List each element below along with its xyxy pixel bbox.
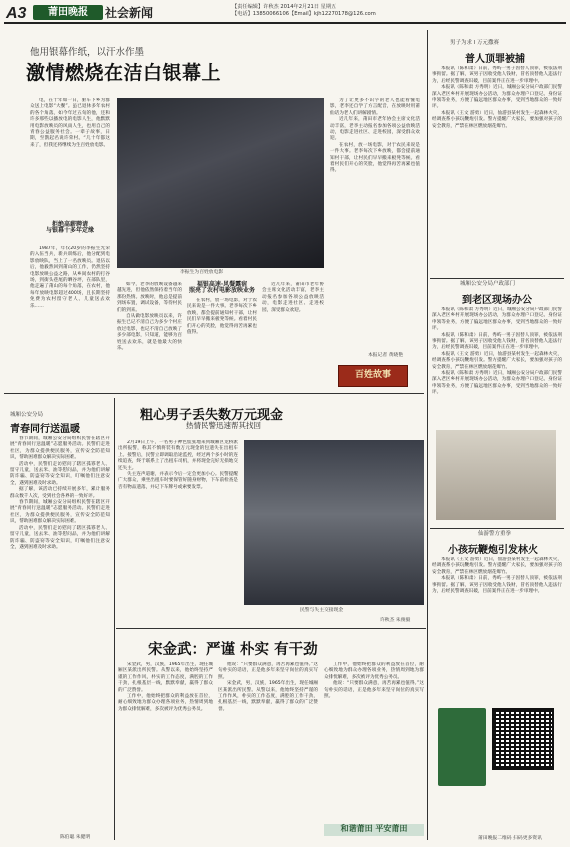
story3-paragraph: 宋金武，男，汉族，1965年出生，现任城厢区某派出所民警。从警以来，他始终坚持严谨的工作作风，朴实的工作态度，满腔的工作干劲，扎根基层一线，默默奉献，赢得了群众的广泛赞誉。 [118, 662, 213, 693]
lead-kicker: 他用银幕作纸，以汗水作墨 [30, 47, 145, 58]
promo-card [438, 708, 486, 786]
lead-photo-caption: 李振生为百姓放电影 [180, 270, 224, 275]
qr-caption: 莆田晚报二维码 扫码更多资讯 [478, 836, 542, 841]
lead-body-3 [187, 298, 257, 378]
lead-body-1 [30, 246, 110, 376]
lead-body-5 [330, 98, 420, 328]
lead-subhead: 照亮了农村电影放映业务 [188, 287, 255, 295]
header-contact-line: 【电话】13850066106【Email】kjh12270178@126.com [232, 11, 376, 17]
left2-title: 青春同行送温暖 [10, 424, 80, 435]
lead-paragraph: 近几年来，莆田市老年协会主席文化活动丰富，老李主动报名参加各项公益放映活动，电影走进社区、走进校园，深受群众欢迎。 [330, 117, 420, 142]
section-divider [116, 628, 426, 629]
left2-body [10, 436, 110, 831]
column-divider [427, 30, 428, 840]
right-s2-title: 到老区现场办公 [462, 295, 532, 306]
story2-reporter: 许秋杰 朱俊毅 [380, 618, 411, 623]
lead-reporter: 本报记者 黄晓艳 [368, 353, 404, 358]
story3-paragraph: 工作中，他始终把群众的利益放在首位，耐心细致地为群众办理各项业务，热情周到地为群众排忧解难，多次被评为优秀公务员。 [118, 694, 213, 712]
lead-paragraph: 电，在十年如一日，驱车下乡为群众送上电影“大餐”。虽已退休多年农村的各个角落，如今年过五旬的他，还和许多那些以播放电的电影人生，他默默用电影放映员的风雨人生，也用自己的青春公益服务社会。一辈子故事，日期，至鹊起名说许荣村。“几十年都这来了，但我还将继续为生百姓放电影。 [30, 98, 110, 148]
story3-paragraph: 他说：“只要群众满意，再苦再累也值得。”这句朴实的话语，正是他多年来坚守岗位的真实写照。 [218, 662, 318, 680]
left2-paragraph: 据了解，该活动已持续开展多年，累计服务群众数千人次，受到社会各界的一致好评。 [10, 487, 110, 499]
right-s3-body [432, 557, 562, 692]
story3-title: 宋金武：严谨 朴实 有干劲 [148, 642, 318, 658]
lead-paragraph: 在农村，放一场电影，对于农民来说是一件大事。老李每次下乡放映，都会提前通知村干部，让村民们早早搬来板凳等候。看着村民们开心的笑脸，他觉得再苦再累也值得。 [187, 298, 257, 336]
lead-body-2 [117, 282, 182, 377]
header-meta [232, 4, 562, 18]
lead-paragraph: 自从做电影放映员以来，许振生已记不清自己为多少个村庄放过电影，也记不清自己放映了多少部电影，只知道，能够为百姓送去欢乐，就是他最大的快乐。 [117, 314, 182, 352]
story2-caption: 民警与失主交接现金 [300, 608, 344, 613]
right-paragraph: 本报讯（陈和肃 方秀明）近日，城厢公安分局户政部门民警深入老区乡村开展现场办公活动，为群众办理户口登记、身份证申领等业务，方便了偏远地区群众办事，受到当地群众的一致好评。 [432, 85, 562, 110]
lead-intro [30, 98, 110, 218]
right-s2-kicker: 城厢公安分局户政部门 [460, 281, 516, 287]
story3-paragraph: 工作中，他始终把群众的利益放在首位，耐心细致地为群众办理各项业务，热情周到地为群众排忧解难，多次被评为优秀公务员。 [324, 662, 424, 680]
header-editor-line: 【责任编辑】许秋杰 2014年2月21日 星期五 [232, 4, 337, 10]
column-divider [114, 398, 115, 840]
right-paragraph: 本报讯（陈和肃）日前，秀屿一男子因替人顶罪，被依法刑事拘留。据了解，该男子因收受他人钱财，冒名顶替他人违法行为，后经民警调查识破，目前案件正在进一步审理中。 [432, 332, 562, 351]
lead-subhead: 与银幕十多年定缘 [45, 227, 94, 235]
right-paragraph: 本报讯（陈和肃）日前，秀屿一男子因替人顶罪，被依法刑事拘留。据了解，该男子因收受他人钱财，冒名顶替他人违法行为，后经民警调查识破，目前案件正在进一步审理中。 [432, 576, 562, 595]
qr-code-icon[interactable] [492, 708, 554, 770]
story2-body [118, 440, 238, 615]
right-paragraph: 本报讯（陈和肃 方秀明）近日，城厢公安分局户政部门民警深入老区乡村开展现场办公活动，为群众办理户口登记、身份证申领等业务，方便了偏远地区群众办事，受到当地群众的一致好评。 [432, 371, 562, 396]
lead-body-4 [262, 282, 324, 377]
lead-paragraph: 为了让更多不识字的老人也能看懂电影，老李还自学了方言配音，在放映时用莆仙话为老人们讲解剧情。 [330, 98, 420, 116]
page-number: A3 [6, 5, 27, 22]
right-paragraph: 本报讯（陈和肃）日前，秀屿一男子因替人顶罪，被依法刑事拘留。据了解，该男子因收受他人钱财，冒名顶替他人违法行为，后经民警调查识破，目前案件正在进一步审理中。 [432, 66, 562, 84]
story2-subtitle: 热情民警迅速帮其找回 [186, 421, 261, 430]
story3-paragraph: 他说：“只要群众满意，再苦再累也值得。”这句朴实的话语，正是他多年来坚守岗位的真实写照。 [324, 681, 424, 700]
left2-reporter: 陈伯聪 朱健明 [60, 835, 91, 840]
left2-kicker: 城厢公安分局 [10, 412, 44, 418]
right-s1-body [432, 66, 562, 266]
right-s3-kicker: 仙游警方重拳 [478, 531, 512, 537]
story3-body-1 [118, 662, 213, 837]
right-paragraph: 本报讯（王文 游勇）近日，仙游县某村发生一起森林火灾，经调查系小孩玩鞭炮引发。警方提醒广大家长，要加强对孩子的安全教育，严禁在林区燃放烟花爆竹。 [432, 110, 562, 129]
story2-paragraph: 2月19日上午，一名男子神色慌张地来到城厢区龙桥派出所报警，称其不慎将装有数万元现金的包遗失在出租车上。接警后，民警立即调取沿途监控，经过两个多小时的连续追查，终于联系上了出租车司机，并将现金完好无损地交还失主。 [118, 440, 238, 471]
right-photo [436, 430, 556, 520]
lead-subheads [30, 222, 110, 235]
lead-paragraph: 近几年来，莆田市老年协会主席文化活动丰富，老李主动报名参加各项公益放映活动，电影走进社区、走进校园，深受群众欢迎。 [262, 282, 324, 313]
right-paragraph: 本报讯（王文 游勇）近日，仙游县某村发生一起森林火灾，经调查系小孩玩鞭炮引发。警方提醒广大家长，要加强对孩子的安全教育，严禁在林区燃放烟花爆竹。 [432, 351, 562, 370]
left2-paragraph: 春节期间，城厢公安分局组织民警在辖区开展“青春同行送温暖”志愿服务活动。民警们走进社区，为群众提供便民服务，宣传安全防范知识，帮助困难群众解决实际困难。 [10, 436, 110, 461]
left2-paragraph: 春节期间，城厢公安分局组织民警在辖区开展“青春同行送温暖”志愿服务活动。民警们走进社区，为群众提供便民服务，宣传安全防范知识，帮助困难群众解决实际困难。 [10, 500, 110, 525]
section-title: 社会新闻 [105, 6, 154, 20]
left2-paragraph: 活动中，民警们走访慰问了辖区孤寡老人、留守儿童，送去米、油等慰问品，并为他们讲解防诈骗、防盗窃等安全知识，叮嘱他们注意安全，遇到困难及时求助。 [10, 525, 110, 550]
right-s1-kicker: 男子为求 l 万元撒赛 [450, 40, 500, 46]
lead-subheads-2 [187, 282, 257, 295]
newspaper-logo: 莆田晚报 [33, 5, 103, 20]
right-s3-title: 小孩玩鞭炮引发林火 [448, 545, 538, 556]
story3-body-3 [324, 662, 424, 817]
lead-paragraph: 如今，老李的放映设备越来越先进，但他依然保持着当年的那份热情。放映时，他总是提前到场布置，调试设备，等待村民们的到来。 [117, 282, 182, 313]
column-badge: 百姓故事 [338, 365, 408, 387]
section-divider [4, 393, 424, 394]
story2-paragraph: 失主连声道谢，并表示今后一定会更加小心。民警提醒广大群众，乘坐出租车时要保管好随身财物，下车前检查是否有物品遗落，并记下车牌号或索要发票。 [118, 472, 238, 490]
lead-paragraph: 1987年，年仅20岁的李振生光荣的入伍当兵，新兵训练后，他分配到电影放映队，当上了一名放映员。退伍以后，他毅然回到莆山的工作，仍然坚持电影放映公益之路，从乡间农村的打谷场，到街头巷尾的晒谷坪，在部队里，他走遍了莆山的每个角落，在农村，他每年放映电影超过400场，且长期坚持免费为农村留守老人、儿童送去欢乐…… [30, 246, 110, 309]
left2-paragraph: 活动中，民警们走访慰问了辖区孤寡老人、留守儿童，送去米、油等慰问品，并为他们讲解防诈骗、防盗窃等安全知识，叮嘱他们注意安全，遇到困难及时求助。 [10, 461, 110, 486]
footer-band: 和谐莆田 平安莆田 [324, 824, 424, 836]
lead-paragraph: 在农村，放一场电影，对于农民来说是一件大事。老李每次下乡放映，都会提前通知村干部，让村民们早早搬来板凳等候。看着村民们开心的笑脸，他觉得再苦再累也值得。 [330, 142, 420, 174]
section-divider [430, 528, 564, 529]
story3-body-2 [218, 662, 318, 837]
story3-paragraph: 宋金武，男，汉族，1965年出生，现任城厢区某派出所民警。从警以来，他始终坚持严谨的工作作风，朴实的工作态度，满腔的工作干劲，扎根基层一线，默默奉献，赢得了群众的广泛赞誉。 [218, 681, 318, 712]
lead-title: 激情燃烧在洁白银幕上 [26, 62, 222, 84]
lead-subhead: 拒绝高薪聘请 [51, 221, 88, 228]
section-divider [430, 278, 564, 279]
right-s1-title: 普人顶罪被捕 [465, 54, 525, 65]
right-paragraph: 本报讯（陈和肃 方秀明）近日，城厢公安分局户政部门民警深入老区乡村开展现场办公活动，为群众办理户口登记、身份证申领等业务，方便了偏远地区群众办事，受到当地群众的一致好评。 [432, 307, 562, 332]
header-rule [4, 22, 566, 24]
lead-photo [117, 98, 324, 268]
story2-photo [244, 440, 424, 605]
story2-title: 粗心男子丢失数万元现金 [140, 408, 284, 423]
lead-subhead: 福银高速·风餐露宿 [196, 281, 248, 288]
right-paragraph: 本报讯（王文 游勇）近日，仙游县某村发生一起森林火灾，经调查系小孩玩鞭炮引发。警方提醒广大家长，要加强对孩子的安全教育，严禁在林区燃放烟花爆竹。 [432, 557, 562, 575]
